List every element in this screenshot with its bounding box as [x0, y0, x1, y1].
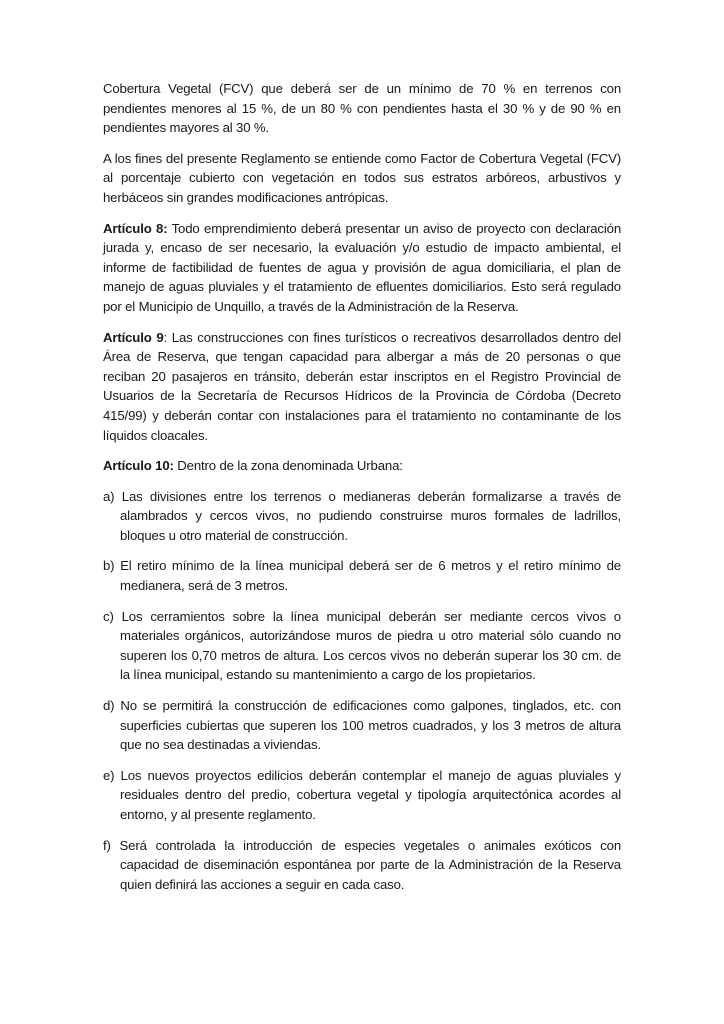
article-10 — [103, 456, 621, 476]
paragraph-fcv-minimum: Cobertura Vegetal (FCV) que deberá ser de un mínimo de 70 % en terrenos con pendientes menores al 15 %, de un 80 % con pendientes hasta el 30 % y de 90 % en pendientes mayores al 30 %. — [103, 81, 621, 136]
paragraph-fcv-definition: A los fines del presente Reglamento se entiende como Factor de Cobertura Vegetal (FCV) al porcentaje cubierto con vegetación en todos sus estratos arbóreos, arbustivos y herbáceos sin grandes modificaciones antrópicas. — [103, 150, 621, 205]
article-9 — [103, 328, 621, 446]
list-item-d: d) No se permitirá la construcción de edificaciones como galpones, tinglados, etc. con superficies cubiertas que superen los 100 metros cuadrados, y los 3 metros de altura que no sea destinadas a viviendas. — [103, 698, 621, 753]
list-item-e: e) Los nuevos proyectos edilicios deberán contemplar el manejo de aguas pluviales y residuales dentro del predio, cobertura vegetal y tipología arquitectónica acordes al entorno, y al presente reglamento. — [103, 767, 621, 822]
list-item-c: c) Los cerramientos sobre la línea municipal deberán ser mediante cercos vivos o materiales orgánicos, autorizándose muros de piedra u otro material sólo cuando no superen los 0,70 metros de altura. Los cercos vivos no deberán superar los 30 cm. de la línea municipal, estando su mantenimiento a cargo de los propietarios. — [103, 608, 621, 683]
list-item-b: b) El retiro mínimo de la línea municipal deberá ser de 6 metros y el retiro mínimo de medianera, será de 3 metros. — [103, 558, 621, 594]
article-8-label: Artículo 8: — [103, 220, 168, 236]
article-8-text: Todo emprendimiento deberá presentar un aviso de proyecto con declaración jurada y, encaso de ser necesario, la evaluación y/o estudio de impacto ambiental, el informe de factibilidad de fuentes de agua y provisión de agua domiciliaria, el plan de manejo de aguas pluviales y el tratamiento de efluentes domiciliarios. Esto será regulado por el Municipio de Unquillo, a través de la Administración de la Reserva. — [103, 220, 621, 314]
article-9-label: Artículo 9 — [103, 329, 164, 345]
article-10-text: Dentro de la zona denominada Urbana: — [173, 458, 403, 474]
article-9-text: : Las construcciones con fines turísticos o recreativos desarrollados dentro del Área de Reserva, que tengan capacidad para albergar a más de 20 personas o que reciban 20 pasajeros en tránsito, deberán estar inscriptos en el Registro Provincial de Usuarios de la Secretaría de Recursos Hídricos de la Provincia de Córdoba (Decreto 415/99) y deberán contar con instalaciones para el tratamiento no contaminante de los líquidos cloacales. — [103, 329, 621, 443]
list-item-f: f) Será controlada la introducción de especies vegetales o animales exóticos con capacidad de diseminación espontánea por parte de la Administración de la Reserva quien definirá las acciones a seguir en cada caso. — [103, 837, 621, 892]
article-8 — [103, 219, 621, 317]
list-item-a: a) Las divisiones entre los terrenos o medianeras deberán formalizarse a través de alambrados y cercos vivos, no pudiendo construirse muros formales de ladrillos, bloques u otro material de construcción. — [103, 488, 621, 543]
article-10-label: Artículo 10: — [103, 458, 174, 474]
